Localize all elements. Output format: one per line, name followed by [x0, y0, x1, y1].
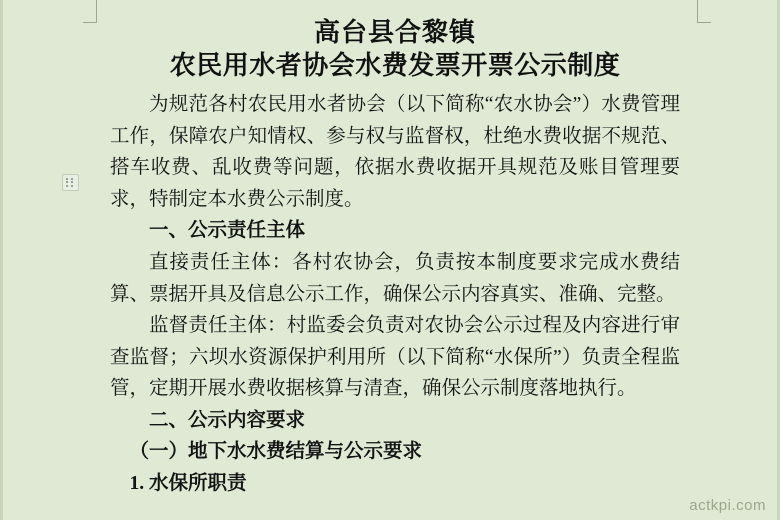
drag-handle-icon[interactable]	[62, 174, 79, 191]
crop-mark-top-right	[683, 0, 698, 22]
document-title-line-2: 农民用水者协会水费发票开票公示制度	[169, 51, 621, 81]
subsection-heading-1: （一）地下水水费结算与公示要求	[129, 441, 423, 463]
section-heading-1: 一、公示责任主体	[149, 220, 306, 242]
document-content	[110, 16, 680, 500]
page-left-edge	[0, 0, 3, 520]
document-title-line-1: 高台县合黎镇	[313, 18, 476, 47]
section-heading-2: 二、公示内容要求	[149, 409, 306, 431]
subsection-item-1: 1. 水保所职责	[129, 473, 247, 494]
crop-mark-top-left	[96, 0, 111, 22]
paragraph-direct-responsibility: 直接责任主体：各村农协会，负责按本制度要求完成水费结算、票据开具及信息公示工作，确保公示内容真实、准确、完整。	[110, 251, 680, 305]
watermark-text: actkpi.com	[689, 497, 766, 514]
paragraph-supervisory-responsibility: 监督责任主体：村监委会负责对农协会公示过程及内容进行审查监督；六坝水资源保护利用所（以下简称“水保所”）负责全程监管，定期开展水费收据核算与清查，确保公示制度落地执行。	[110, 315, 680, 400]
paragraph-intro: 为规范各村农民用水者协会（以下简称“农水协会”）水费管理工作，保障农户知情权、参与权与监督权，杜绝水费收据不规范、搭车收费、乱收费等问题，依据水费收据开具规范及账目管理要求，特制定本水费公示制度。	[110, 94, 680, 210]
